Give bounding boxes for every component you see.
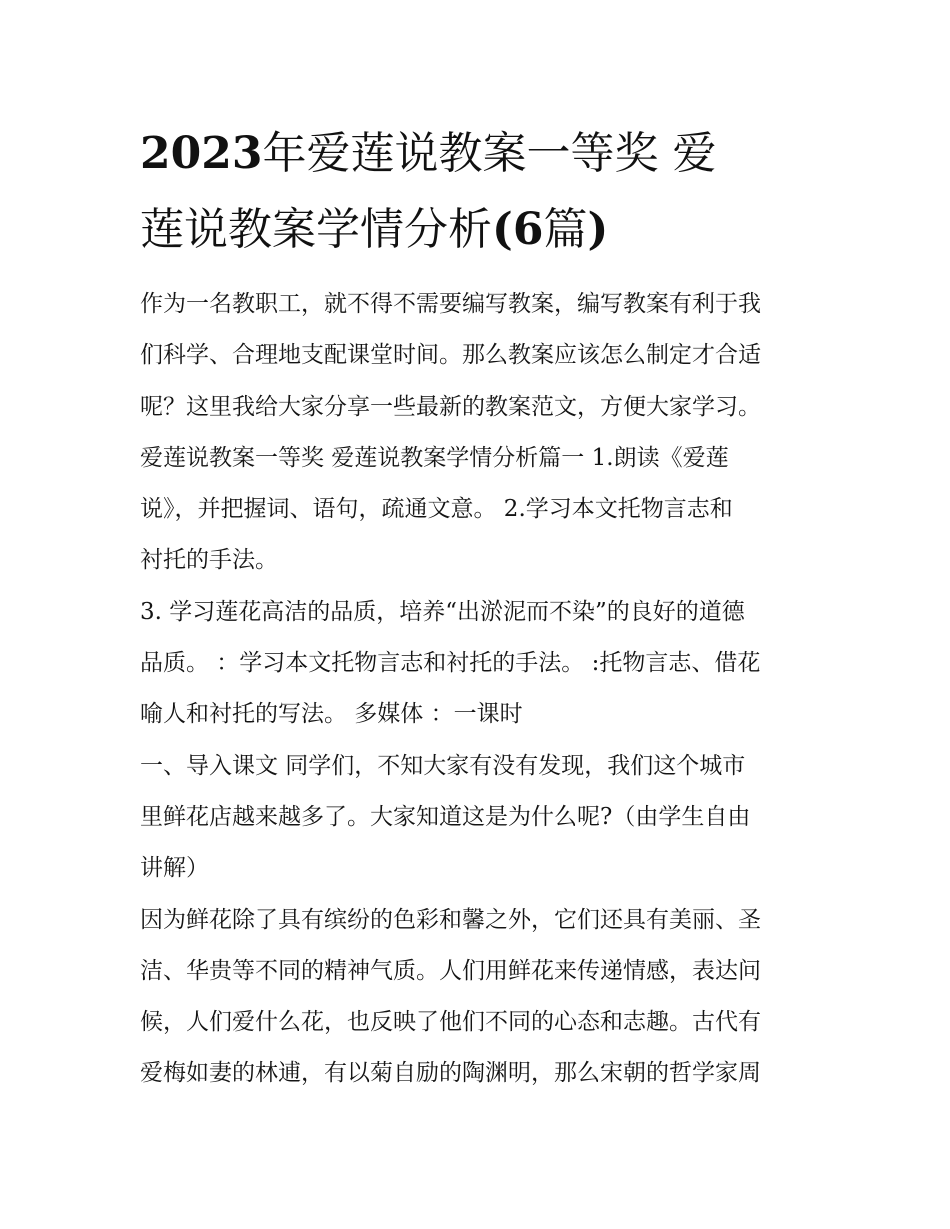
title-text: 篇	[543, 204, 588, 255]
body-line: 爱梅如妻的林逋，有以菊自励的陶渊明，那么宋朝的哲学家周	[140, 1060, 761, 1087]
body-line: 们科学、合理地支配课堂时间。那么教案应该怎么制定才合适	[140, 342, 761, 369]
body-line: 喻人和衬托的写法。 多媒体 ：一课时	[140, 701, 523, 728]
body-line: 说》，并把握词、语句，疏通文意。 2.学习本文托物言志和	[140, 496, 733, 523]
body-line: 3. 学习莲花高洁的品质，培养“出淤泥而不染”的良好的道德	[140, 598, 745, 625]
body-line: 候，人们爱什么花，也反映了他们不同的心态和志趣。古代有	[140, 1009, 761, 1036]
title-line	[140, 192, 830, 268]
body-line: 洁、华贵等不同的精神气质。人们用鲜花来传递情感，表达问	[140, 957, 761, 984]
body-line: 里鲜花店越来越多了。大家知道这是为什么呢?（由学生自由	[140, 803, 751, 830]
document-title	[140, 116, 830, 268]
title-year: 2023	[140, 128, 263, 179]
body-line: 一、导入课文 同学们，不知大家有没有发现，我们这个城市	[140, 752, 746, 779]
title-count: (6	[492, 204, 544, 255]
title-paren: )	[587, 204, 609, 255]
body-line: 呢？这里我给大家分享一些最新的教案范文，方便大家学习。	[140, 393, 761, 420]
body-line: 品质。 ：学习本文托物言志和衬托的手法。 :托物言志、借花	[140, 650, 761, 677]
body-line: 爱莲说教案一等奖 爱莲说教案学情分析篇一 1.朗读《爱莲	[140, 444, 729, 471]
document-body	[140, 279, 820, 1100]
title-line	[140, 116, 830, 192]
title-text: 年爱莲说教案一等奖 爱	[262, 128, 717, 179]
body-line: 作为一名教职工，就不得不需要编写教案，编写教案有利于我	[140, 291, 761, 317]
body-line: 衬托的手法。	[140, 547, 278, 574]
title-text: 莲说教案学情分析	[140, 204, 492, 255]
body-line: 讲解）	[140, 855, 209, 882]
body-line: 因为鲜花除了具有缤纷的色彩和馨之外，它们还具有美丽、圣	[140, 906, 761, 933]
